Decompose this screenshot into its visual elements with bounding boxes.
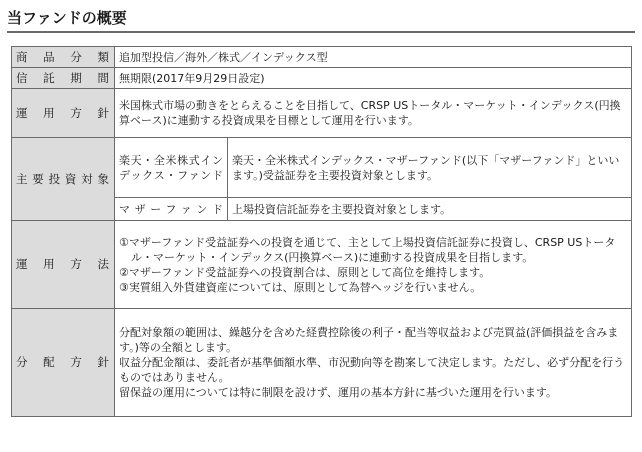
method-item-3: ③実質組入外貨建資産については、原則として為替ヘッジを行いません。 bbox=[119, 280, 482, 294]
distribution-paragraph-1: 分配対象額の範囲は、繰越分を含めた経費控除後の利子・配当等収益および売買益(評価損益を含みます。)等の全額とします。 bbox=[119, 326, 619, 354]
row-header-term: 信託期間 bbox=[12, 68, 115, 89]
policy-value: 米国株式市場の動きをとらえることを目指して、CRSP USトータル・マーケット・インデックス(円換算ベース)に連動する投資成果を目標として運用を行います。 bbox=[115, 89, 632, 138]
mother-fund-desc-cell: 上場投資信託証券を主要投資対象とします。 bbox=[228, 198, 632, 221]
row-header-category: 商品分類 bbox=[12, 47, 115, 68]
method-value bbox=[115, 221, 632, 309]
method-item-2: ②マザーファンド受益証券への投資割合は、原則として高位を維持します。 bbox=[119, 265, 491, 279]
category-value: 追加型投信／海外／株式／インデックス型 bbox=[115, 47, 632, 68]
table-row-distribution bbox=[12, 309, 632, 417]
row-header-policy: 運用方針 bbox=[12, 89, 115, 138]
row-header-distribution: 分配方針 bbox=[12, 309, 115, 417]
table-row-category bbox=[12, 47, 632, 68]
table-row-main-target-fund bbox=[12, 138, 632, 198]
table-row-policy bbox=[12, 89, 632, 138]
distribution-paragraph-3: 留保益の運用については特に制限を設けず、運用の基本方針に基づいた運用を行います。 bbox=[119, 386, 558, 399]
row-header-main-target: 主要投資対象 bbox=[12, 138, 115, 221]
fund-desc-cell: 楽天・全米株式インデックス・マザーファンド(以下「マザーファンド」といいます。)受益証券を主要投資対象とします。 bbox=[228, 138, 632, 198]
table-row-term bbox=[12, 68, 632, 89]
row-header-method: 運用方法 bbox=[12, 221, 115, 309]
method-item-1: ①マザーファンド受益証券への投資を通じて、主として上場投資信託証券に投資し、CRSP USトータル・マーケット・インデックス(円換算ベース)に連動する投資成果を目指します。 bbox=[119, 235, 616, 264]
table-row-method bbox=[12, 221, 632, 309]
mother-fund-name-cell: マザーファンド bbox=[115, 198, 228, 221]
distribution-value bbox=[115, 309, 632, 417]
fund-overview-table bbox=[11, 46, 632, 417]
title-divider bbox=[7, 31, 635, 33]
fund-name-cell: 楽天・全米株式インデックス・ファンド bbox=[115, 138, 228, 198]
section-title: 当ファンドの概要 bbox=[7, 9, 127, 27]
distribution-paragraph-2: 収益分配金額は、委託者が基準価額水準、市況動向等を勘案して決定します。ただし、必ず分配を行うものではありません。 bbox=[119, 356, 625, 384]
term-value: 無期限(2017年9月29日設定) bbox=[115, 68, 632, 89]
